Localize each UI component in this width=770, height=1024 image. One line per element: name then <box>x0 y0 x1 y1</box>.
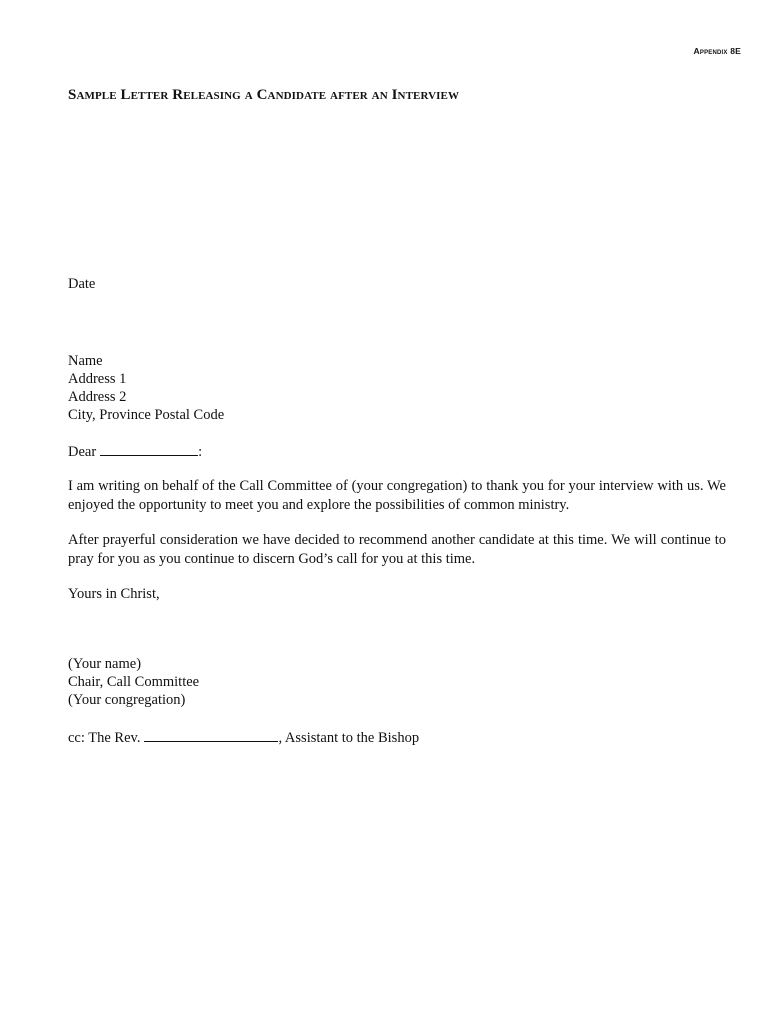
recipient-name: Name <box>68 353 103 369</box>
cc-prefix: cc: The Rev. <box>68 730 141 746</box>
recipient-city-line: City, Province Postal Code <box>68 407 225 423</box>
salutation <box>68 442 202 461</box>
signature-name: (Your name) <box>68 656 142 672</box>
cc-line <box>68 728 419 747</box>
recipient-address-line1: Address 1 <box>68 371 127 387</box>
date-line: Date <box>68 276 96 292</box>
salutation-prefix: Dear <box>68 444 97 460</box>
body-paragraph-1: I am writing on behalf of the Call Committee of (your congregation) to thank you for your interview with us. We enjoyed the opportunity to meet you and explore the possibilities of common ministry. <box>68 478 726 513</box>
salutation-blank-line <box>100 442 198 456</box>
signature-role: Chair, Call Committee <box>68 674 200 690</box>
recipient-address-line2: Address 2 <box>68 389 127 405</box>
document-title: Sample Letter Releasing a Candidate after an Interview <box>68 87 460 103</box>
cc-suffix: , Assistant to the Bishop <box>278 730 420 746</box>
body-paragraph-2: After prayerful consideration we have decided to recommend another candidate at this time. We will continue to pray for you as you continue to discern God’s call for you at this time. <box>68 532 726 567</box>
cc-blank-line <box>144 728 278 742</box>
signature-congregation: (Your congregation) <box>68 692 186 708</box>
closing-line: Yours in Christ, <box>68 586 160 602</box>
appendix-label: Appendix 8E <box>693 46 741 56</box>
salutation-suffix: : <box>198 444 203 460</box>
